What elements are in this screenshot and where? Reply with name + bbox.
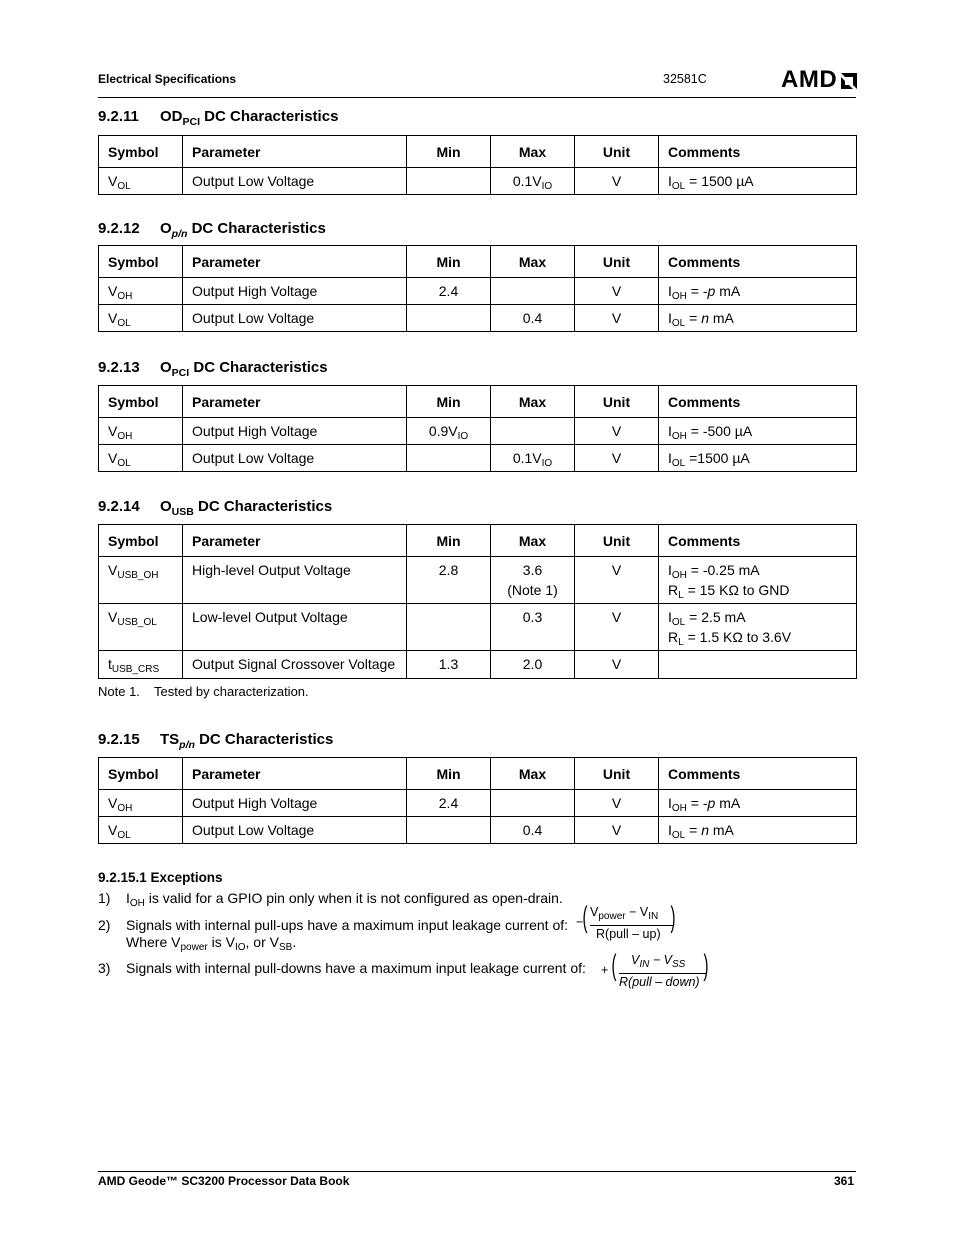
cell-max (491, 790, 575, 817)
cell-symbol: $V_{OL}$ (99, 305, 183, 332)
footer-rule (98, 1171, 856, 1172)
title-subscript: p/n (179, 739, 195, 751)
table-row (99, 817, 857, 844)
col-unit: Unit (575, 758, 659, 790)
col-min: Min (407, 246, 491, 278)
col-unit: Unit (575, 136, 659, 168)
formula-numerator: $V_{power} - V_{IN}$ (590, 905, 659, 922)
table-row (99, 604, 857, 651)
cell-parameter: Output Low Voltage (183, 817, 407, 844)
cell-unit: V (575, 445, 659, 472)
pulldown-leakage-formula: + ( $V_{IN} - V_{SS}$ R(pull – down) ) (601, 949, 709, 989)
section-title-9-2-14 (98, 498, 333, 518)
cell-parameter: Output High Voltage (183, 790, 407, 817)
cell-unit: V (575, 168, 659, 195)
col-unit: Unit (575, 246, 659, 278)
cell-parameter: Output Low Voltage (183, 445, 407, 472)
header-rule (98, 97, 856, 98)
cell-symbol: $V_{OH}$ (99, 418, 183, 445)
cell-unit: V (575, 604, 659, 651)
cell-max: $0.1V_{IO}$ (491, 445, 575, 472)
table-header-row (99, 386, 857, 418)
cell-comments: $I_{OH} = -p$ mA (659, 278, 857, 305)
table-row (99, 651, 857, 679)
page-number: 361 (834, 1174, 855, 1188)
cell-unit: V (575, 557, 659, 604)
cell-unit: V (575, 651, 659, 679)
item-number: 1) (98, 890, 111, 906)
logo-text: AMD (781, 66, 838, 93)
cell-min (407, 817, 491, 844)
title-text: DC Characteristics (193, 498, 333, 515)
col-symbol: Symbol (99, 525, 183, 557)
col-comments: Comments (659, 525, 857, 557)
formula-numerator: $V_{IN} - V_{SS}$ (631, 953, 686, 970)
col-symbol: Symbol (99, 246, 183, 278)
table-header-row (99, 758, 857, 790)
col-max: Max (491, 758, 575, 790)
title-symbol: O (160, 359, 172, 376)
cell-min: $0.9V_{IO}$ (407, 418, 491, 445)
cell-comments (659, 651, 857, 679)
col-parameter: Parameter (183, 246, 407, 278)
section-number: 9.2.15 (98, 731, 140, 748)
col-parameter: Parameter (183, 136, 407, 168)
cell-symbol: $V_{OH}$ (99, 790, 183, 817)
table-header-row (99, 525, 857, 557)
cell-parameter: Output Low Voltage (183, 168, 407, 195)
cell-parameter: Output Signal Crossover Voltage (183, 651, 407, 679)
footer-title: AMD Geode™ SC3200 Processor Data Book (98, 1174, 350, 1188)
cell-symbol: $t_{USB\_CRS}$ (99, 651, 183, 679)
title-symbol: O (160, 220, 172, 237)
cell-min (407, 168, 491, 195)
item-where-text: Where $V_{power}$ is $V_{IO}$, or $V_{SB}$. (126, 934, 297, 953)
cell-min (407, 305, 491, 332)
cell-comments: $I_{OL} = n$ mA (659, 305, 857, 332)
col-symbol: Symbol (99, 758, 183, 790)
item-number: 3) (98, 960, 111, 976)
cell-parameter: Output High Voltage (183, 278, 407, 305)
col-parameter: Parameter (183, 386, 407, 418)
col-min: Min (407, 758, 491, 790)
col-comments: Comments (659, 758, 857, 790)
formula-sign: + (601, 963, 609, 977)
cell-max (491, 278, 575, 305)
col-unit: Unit (575, 525, 659, 557)
cell-unit: V (575, 418, 659, 445)
cell-comments: $I_{OL} =1500$ µA (659, 445, 857, 472)
header-section-title: Electrical Specifications (98, 72, 237, 86)
col-comments: Comments (659, 136, 857, 168)
item-number: 2) (98, 917, 111, 933)
cell-min: 2.4 (407, 278, 491, 305)
cell-comments: $I_{OL} = n$ mA (659, 817, 857, 844)
cell-max: 2.0 (491, 651, 575, 679)
col-symbol: Symbol (99, 136, 183, 168)
table-ts-pn (98, 757, 857, 844)
cell-comments: $I_{OH} = -500$ µA (659, 418, 857, 445)
pullup-leakage-formula: − ( $V_{power} - V_{IN}$ R(pull – up) ) (576, 901, 676, 941)
cell-min (407, 445, 491, 472)
cell-min: 1.3 (407, 651, 491, 679)
section-number: 9.2.13 (98, 359, 140, 376)
cell-comments: $I_{OL} = 2.5$ mA $R_L = 1.5$ KΩ to 3.6V (659, 604, 857, 651)
cell-unit: V (575, 817, 659, 844)
title-text: DC Characteristics (189, 359, 328, 376)
section-number: 9.2.12 (98, 220, 140, 237)
cell-max: 0.4 (491, 305, 575, 332)
amd-logo (781, 66, 859, 94)
col-max: Max (491, 246, 575, 278)
cell-min: 2.8 (407, 557, 491, 604)
title-symbol: O (160, 498, 172, 515)
section-title-9-2-12 (98, 220, 326, 240)
cell-parameter: Output Low Voltage (183, 305, 407, 332)
table-row (99, 168, 857, 195)
cell-parameter: Low-level Output Voltage (183, 604, 407, 651)
table-row (99, 278, 857, 305)
cell-symbol: $V_{USB\_OH}$ (99, 557, 183, 604)
table-o-pn (98, 245, 857, 332)
col-symbol: Symbol (99, 386, 183, 418)
col-parameter: Parameter (183, 758, 407, 790)
title-symbol: TS (160, 731, 180, 748)
table-o-pci (98, 385, 857, 472)
title-subscript: PCI (171, 367, 190, 379)
amd-arrow-icon (839, 70, 859, 90)
col-max: Max (491, 386, 575, 418)
table-row (99, 445, 857, 472)
cell-comments: $I_{OH} = -p$ mA (659, 790, 857, 817)
cell-max: $0.1V_{IO}$ (491, 168, 575, 195)
cell-comments: $I_{OL} = 1500$ µA (659, 168, 857, 195)
cell-min (407, 604, 491, 651)
col-unit: Unit (575, 386, 659, 418)
note-reference: (Note 1) (507, 582, 558, 598)
col-comments: Comments (659, 246, 857, 278)
table-o-usb (98, 524, 857, 679)
cell-max (491, 418, 575, 445)
table-row (99, 418, 857, 445)
cell-symbol: $V_{OL}$ (99, 168, 183, 195)
title-subscript: USB (171, 506, 194, 518)
item-text: $I_{OH}$ is valid for a GPIO pin only when it is not configured as open-drain. (126, 890, 563, 909)
title-text: DC Characteristics (194, 731, 334, 748)
cell-symbol: $V_{OH}$ (99, 278, 183, 305)
footnote-label: Note 1. (98, 684, 140, 699)
table-footnote (98, 684, 309, 699)
section-title-9-2-13 (98, 359, 328, 379)
title-subscript: PCI (182, 116, 201, 128)
footnote-text: Tested by characterization. (154, 684, 309, 699)
title-text: DC Characteristics (187, 220, 326, 237)
cell-max: 0.3 (491, 604, 575, 651)
cell-parameter: High-level Output Voltage (183, 557, 407, 604)
col-comments: Comments (659, 386, 857, 418)
formula-denominator: R(pull – down) (619, 975, 700, 989)
item-text: Signals with internal pull-downs have a maximum input leakage current of: (126, 960, 586, 976)
col-min: Min (407, 525, 491, 557)
col-max: Max (491, 136, 575, 168)
table-row (99, 305, 857, 332)
cell-max: 0.4 (491, 817, 575, 844)
table-row (99, 790, 857, 817)
table-row (99, 557, 857, 604)
table-header-row (99, 246, 857, 278)
cell-symbol: $V_{OL}$ (99, 817, 183, 844)
cell-max: 3.6 (Note 1) (491, 557, 575, 604)
title-symbol: OD (160, 108, 183, 125)
cell-comments: $I_{OH} = -0.25$ mA $R_L = 15$ KΩ to GND (659, 557, 857, 604)
formula-denominator: R(pull – up) (596, 927, 661, 941)
item-text: Signals with internal pull-ups have a maximum input leakage current of: (126, 917, 569, 933)
cell-unit: V (575, 790, 659, 817)
section-number: 9.2.14 (98, 498, 140, 515)
title-subscript: p/n (171, 228, 188, 240)
table-od-pci (98, 135, 857, 195)
col-min: Min (407, 386, 491, 418)
section-number: 9.2.11 (98, 108, 139, 125)
cell-symbol: $V_{OL}$ (99, 445, 183, 472)
formula-sign: − (576, 915, 584, 929)
col-max: Max (491, 525, 575, 557)
title-text: DC Characteristics (200, 108, 339, 125)
col-min: Min (407, 136, 491, 168)
section-title-9-2-11 (98, 108, 339, 128)
cell-parameter: Output High Voltage (183, 418, 407, 445)
section-title-9-2-15 (98, 731, 334, 751)
cell-min: 2.4 (407, 790, 491, 817)
cell-unit: V (575, 278, 659, 305)
cell-symbol: $V_{USB\_OL}$ (99, 604, 183, 651)
subsection-title-exceptions: 9.2.15.1 Exceptions (98, 870, 223, 885)
col-parameter: Parameter (183, 525, 407, 557)
cell-unit: V (575, 305, 659, 332)
table-header-row (99, 136, 857, 168)
header-doc-id: 32581C (663, 72, 707, 86)
